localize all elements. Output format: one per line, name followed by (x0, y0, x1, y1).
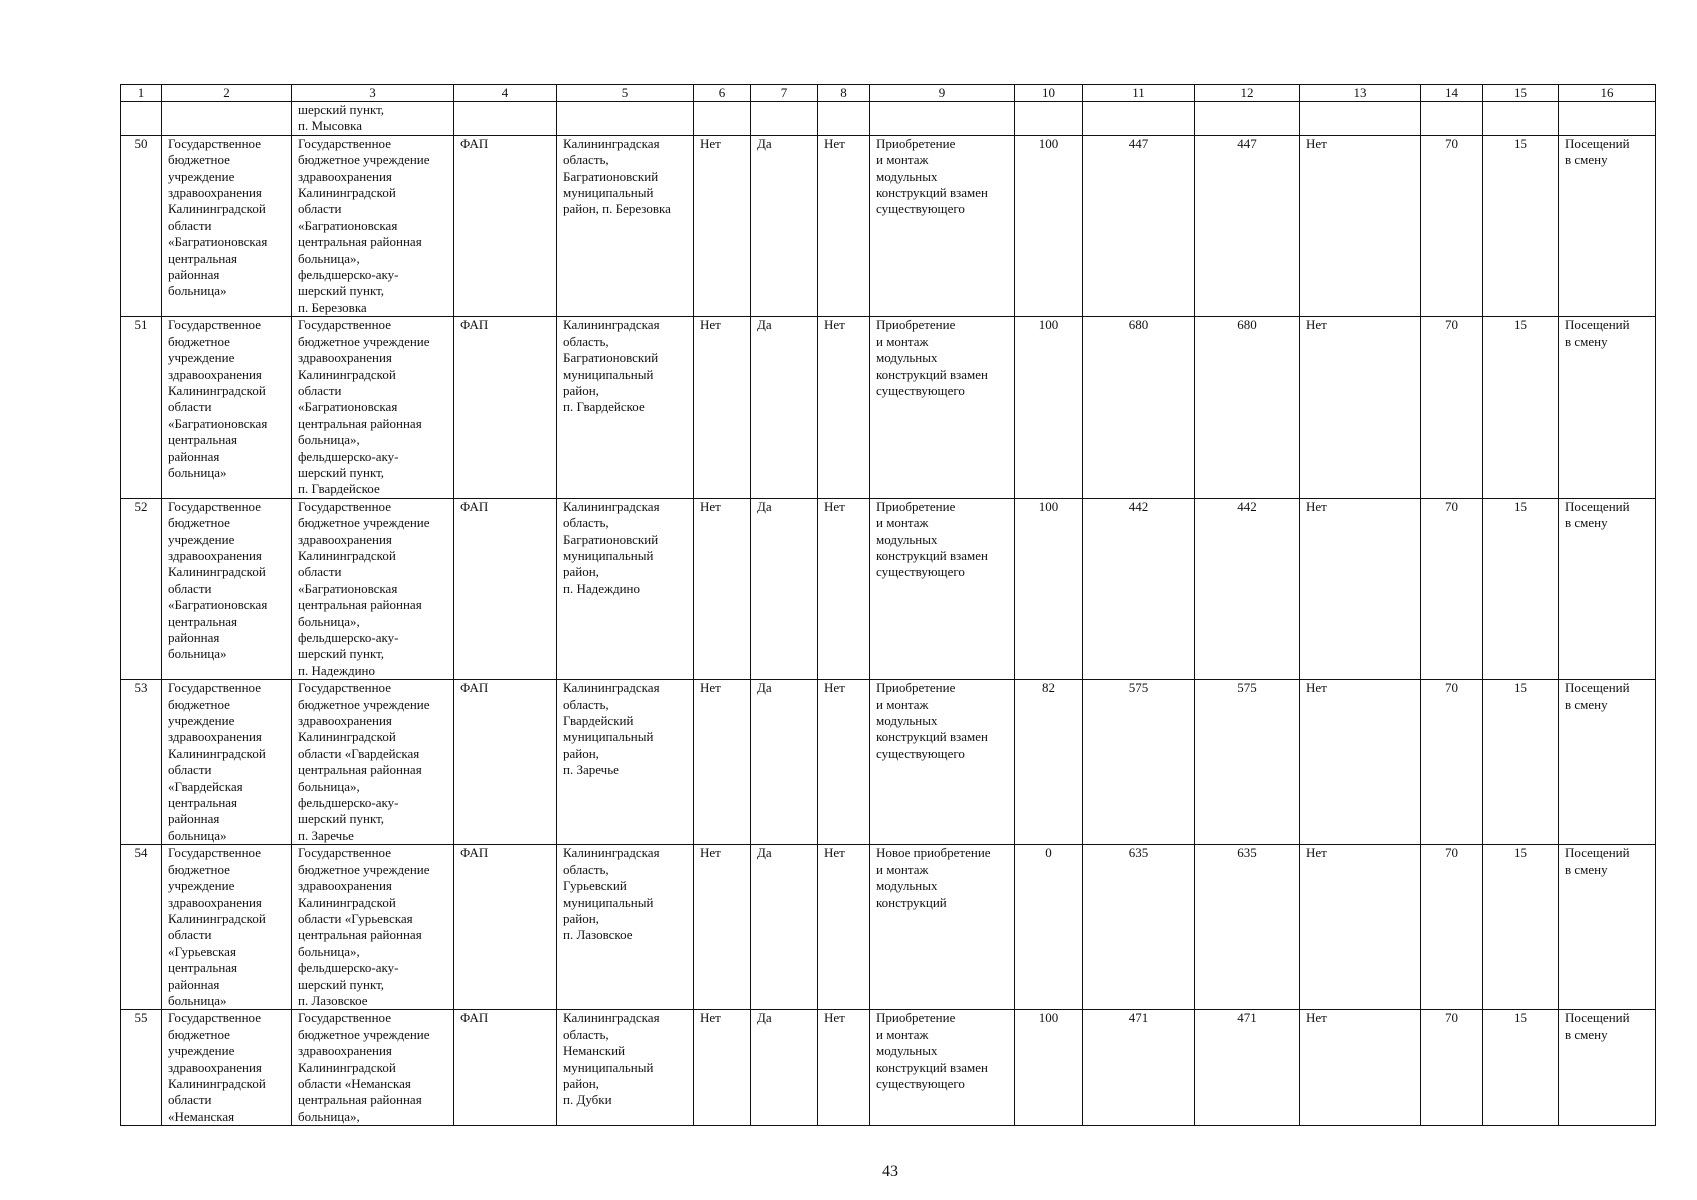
table-cell: Нет (1300, 498, 1421, 679)
table-cell: Государственное бюджетное учреждение здравоохранения Калининградской области «Багратионовская центральная районная больница» (162, 135, 292, 316)
table-cell: 471 (1083, 1010, 1195, 1126)
table-cell: 447 (1083, 135, 1195, 316)
table-cell: Да (751, 1010, 818, 1126)
table-cell: 100 (1015, 317, 1083, 498)
table-cell: Калининградская область, Гурьевский муниципальный район, п. Лазовское (557, 845, 694, 1010)
table-cell: Калининградская область, Гвардейский муниципальный район, п. Заречье (557, 680, 694, 845)
table-cell: 70 (1421, 135, 1483, 316)
table-cell: Нет (1300, 1010, 1421, 1126)
table-cell: 575 (1195, 680, 1300, 845)
table-cell: Нет (1300, 845, 1421, 1010)
column-header: 8 (818, 85, 870, 102)
table-cell: шерский пункт, п. Мысовка (292, 102, 454, 136)
table-cell: 70 (1421, 498, 1483, 679)
table-cell: 51 (121, 317, 162, 498)
table-cell: 15 (1483, 498, 1559, 679)
table-cell: Да (751, 680, 818, 845)
table-cell: Посещений в смену (1559, 1010, 1656, 1126)
table-cell: 635 (1195, 845, 1300, 1010)
table-cell: Посещений в смену (1559, 845, 1656, 1010)
table-cell: Нет (694, 845, 751, 1010)
table-cell (1300, 102, 1421, 136)
table-cell: ФАП (454, 135, 557, 316)
data-table (120, 84, 1656, 1126)
table-cell: 100 (1015, 1010, 1083, 1126)
table-cell: 15 (1483, 317, 1559, 498)
table-cell: 70 (1421, 317, 1483, 498)
table-cell: 680 (1195, 317, 1300, 498)
column-header: 5 (557, 85, 694, 102)
table-cell: Нет (818, 135, 870, 316)
table-cell: 635 (1083, 845, 1195, 1010)
table-cell: 575 (1083, 680, 1195, 845)
table-cell: 82 (1015, 680, 1083, 845)
table-cell: Нет (1300, 317, 1421, 498)
table-cell (121, 102, 162, 136)
table-cell: 447 (1195, 135, 1300, 316)
table-row (121, 498, 1656, 679)
table-row (121, 102, 1656, 136)
table-cell: ФАП (454, 1010, 557, 1126)
table-cell: Государственное бюджетное учреждение здравоохранения Калининградской области «Гвардейская центральная районная больница» (162, 680, 292, 845)
table-cell: 54 (121, 845, 162, 1010)
table-cell (751, 102, 818, 136)
table-cell: 50 (121, 135, 162, 316)
table-cell: 53 (121, 680, 162, 845)
column-header: 2 (162, 85, 292, 102)
table-cell (1483, 102, 1559, 136)
table-cell: 15 (1483, 1010, 1559, 1126)
table-cell: Государственное бюджетное учреждение здравоохранения Калининградской области «Багратионовская центральная районная больница», фельдшерско-аку- шерский пункт, п. Гвардейское (292, 317, 454, 498)
table-cell: 471 (1195, 1010, 1300, 1126)
table-cell (1421, 102, 1483, 136)
table-cell (1559, 102, 1656, 136)
table-cell (870, 102, 1015, 136)
table-cell: Государственное бюджетное учреждение здравоохранения Калининградской области «Багратионовская центральная районная больница» (162, 498, 292, 679)
table-cell (694, 102, 751, 136)
table-cell: Нет (694, 498, 751, 679)
table-cell: Государственное бюджетное учреждение здравоохранения Калининградской области «Багратионовская центральная районная больница» (162, 317, 292, 498)
table-cell: Приобретение и монтаж модульных конструкций взамен существующего (870, 317, 1015, 498)
table-cell: Приобретение и монтаж модульных конструкций взамен существующего (870, 498, 1015, 679)
table-cell: 15 (1483, 845, 1559, 1010)
table-cell: 55 (121, 1010, 162, 1126)
table-cell: Да (751, 317, 818, 498)
table-body (121, 102, 1656, 1126)
table-row (121, 317, 1656, 498)
table-cell: Приобретение и монтаж модульных конструкций взамен существующего (870, 1010, 1015, 1126)
table-cell (1195, 102, 1300, 136)
table-cell: Государственное бюджетное учреждение здравоохранения Калининградской области «Багратионовская центральная районная больница», фельдшерско-аку- шерский пункт, п. Надеждино (292, 498, 454, 679)
table-cell: Да (751, 845, 818, 1010)
table-cell (818, 102, 870, 136)
table-cell: Калининградская область, Багратионовский муниципальный район, п. Надеждино (557, 498, 694, 679)
table-cell: Приобретение и монтаж модульных конструкций взамен существующего (870, 680, 1015, 845)
table-cell: 100 (1015, 498, 1083, 679)
table-cell: Нет (818, 317, 870, 498)
table-cell: Новое приобретение и монтаж модульных конструкций (870, 845, 1015, 1010)
table-cell: Нет (818, 845, 870, 1010)
table-cell: 680 (1083, 317, 1195, 498)
table-row (121, 845, 1656, 1010)
table-cell: Государственное бюджетное учреждение здравоохранения Калининградской области «Гурьевская центральная районная больница», фельдшерско-аку- шерский пункт, п. Лазовское (292, 845, 454, 1010)
table-cell: Нет (818, 680, 870, 845)
table-cell: Государственное бюджетное учреждение здравоохранения Калининградской области «Гурьевская центральная районная больница» (162, 845, 292, 1010)
column-header: 13 (1300, 85, 1421, 102)
table-cell: Государственное бюджетное учреждение здравоохранения Калининградской области «Неманская центральная районная больница», (292, 1010, 454, 1126)
column-header: 9 (870, 85, 1015, 102)
table-cell: 70 (1421, 845, 1483, 1010)
table-cell: Посещений в смену (1559, 135, 1656, 316)
column-header: 12 (1195, 85, 1300, 102)
table-cell: ФАП (454, 498, 557, 679)
table-cell: Нет (818, 1010, 870, 1126)
column-header: 14 (1421, 85, 1483, 102)
table-cell: Нет (818, 498, 870, 679)
table-cell: ФАП (454, 680, 557, 845)
table-cell: ФАП (454, 845, 557, 1010)
table-cell: ФАП (454, 317, 557, 498)
table-cell: Нет (694, 317, 751, 498)
table-cell: 100 (1015, 135, 1083, 316)
table-cell: Калининградская область, Неманский муниципальный район, п. Дубки (557, 1010, 694, 1126)
table-cell: Калининградская область, Багратионовский муниципальный район, п. Гвардейское (557, 317, 694, 498)
column-header: 4 (454, 85, 557, 102)
table-cell: Нет (694, 135, 751, 316)
table-cell: Посещений в смену (1559, 317, 1656, 498)
column-header: 16 (1559, 85, 1656, 102)
table-cell: 70 (1421, 680, 1483, 845)
table-cell: Калининградская область, Багратионовский муниципальный район, п. Березовка (557, 135, 694, 316)
column-header: 15 (1483, 85, 1559, 102)
table-cell: Нет (694, 680, 751, 845)
table-cell: Государственное бюджетное учреждение здравоохранения Калининградской области «Багратионовская центральная районная больница», фельдшерско-аку- шерский пункт, п. Березовка (292, 135, 454, 316)
table-row (121, 680, 1656, 845)
table-cell: 15 (1483, 680, 1559, 845)
table-cell: 0 (1015, 845, 1083, 1010)
column-header: 10 (1015, 85, 1083, 102)
table-cell: Государственное бюджетное учреждение здравоохранения Калининградской области «Неманская (162, 1010, 292, 1126)
table-cell: Нет (694, 1010, 751, 1126)
column-header: 11 (1083, 85, 1195, 102)
table-cell: Да (751, 498, 818, 679)
column-header: 3 (292, 85, 454, 102)
table-cell: Нет (1300, 680, 1421, 845)
column-header: 1 (121, 85, 162, 102)
column-header: 6 (694, 85, 751, 102)
table-cell: Да (751, 135, 818, 316)
table-cell (454, 102, 557, 136)
table-cell: Нет (1300, 135, 1421, 316)
table-cell (162, 102, 292, 136)
column-header: 7 (751, 85, 818, 102)
table-cell: Приобретение и монтаж модульных конструкций взамен существующего (870, 135, 1015, 316)
table-cell: 15 (1483, 135, 1559, 316)
table-cell (1015, 102, 1083, 136)
table-row (121, 1010, 1656, 1126)
table-cell: 52 (121, 498, 162, 679)
table-cell (557, 102, 694, 136)
table-cell (1083, 102, 1195, 136)
column-number-row (121, 85, 1656, 102)
table-cell: 442 (1083, 498, 1195, 679)
table-cell: 442 (1195, 498, 1300, 679)
table-cell: Посещений в смену (1559, 498, 1656, 679)
table-cell: 70 (1421, 1010, 1483, 1126)
table-row (121, 135, 1656, 316)
page-number: 43 (882, 1163, 898, 1180)
table-cell: Государственное бюджетное учреждение здравоохранения Калининградской области «Гвардейская центральная районная больница», фельдшерско-аку- шерский пункт, п. Заречье (292, 680, 454, 845)
table-cell: Посещений в смену (1559, 680, 1656, 845)
